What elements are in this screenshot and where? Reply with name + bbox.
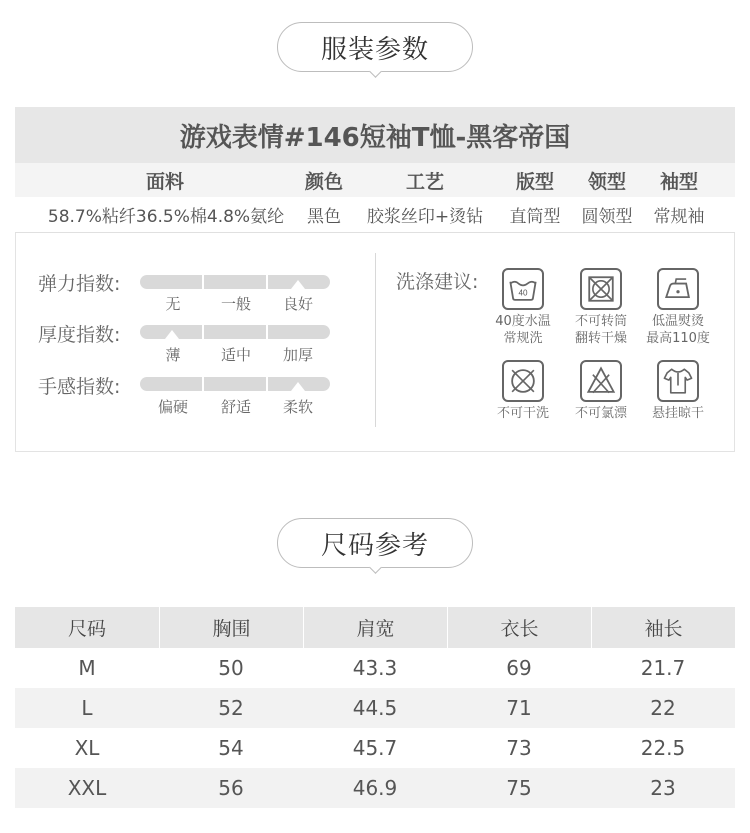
size-header-shoulder: 肩宽: [303, 607, 447, 648]
wash-40-text: [483, 313, 563, 347]
bar-separator: [202, 377, 204, 391]
size-cell: XXL: [67, 776, 107, 800]
thickness-level-medium: 适中: [220, 346, 251, 364]
header-collar: 领型: [587, 170, 626, 193]
value-sleeve: 常规袖: [653, 207, 705, 227]
length-cell: 71: [506, 696, 532, 720]
handfeel-level-comfortable: 舒适: [220, 398, 251, 416]
pill-notch: [369, 65, 382, 78]
length-cell: 73: [506, 736, 532, 760]
size-cell: XL: [74, 736, 100, 760]
header-sleeve: 袖型: [659, 170, 698, 193]
shoulder-cell: 44.5: [352, 696, 398, 720]
thickness-label: 厚度指数:: [38, 324, 121, 346]
spec-section-heading: [0, 22, 750, 72]
value-craft: 胶浆丝印+烫钻: [366, 207, 484, 227]
table-row: [15, 688, 735, 728]
size-title-pill: [277, 518, 473, 568]
header-color: 颜色: [304, 170, 343, 193]
divider: [375, 253, 376, 427]
washing-label: 洗涤建议:: [396, 271, 479, 293]
no-bleach-icon: [580, 360, 622, 402]
low-iron-text: [638, 313, 718, 347]
elasticity-level-none: 无: [165, 295, 181, 313]
thickness-level-thick: 加厚: [282, 346, 313, 364]
header-fabric: 面料: [145, 170, 184, 193]
size-header-length: 衣长: [447, 607, 591, 648]
shoulder-cell: 43.3: [352, 656, 398, 680]
thickness-marker: [165, 330, 179, 339]
fabric-info-box: [15, 233, 735, 452]
no-tumble-dry-line1: 不可转筒: [574, 314, 627, 329]
product-name: 游戏表情#146短袖T恤-黑客帝国: [15, 107, 735, 163]
low-iron-line2: 最高110度: [646, 331, 710, 346]
elasticity-marker: [291, 280, 305, 289]
elasticity-level-normal: 一般: [220, 295, 251, 313]
no-tumble-dry-text: [561, 313, 641, 347]
no-tumble-dry-line2: 翻转干燥: [574, 331, 627, 346]
length-cell: 75: [506, 776, 532, 800]
table-row: [15, 728, 735, 768]
bar-separator: [202, 275, 204, 289]
length-cell: 69: [506, 656, 532, 680]
bar-separator: [266, 275, 268, 289]
table-row: [15, 768, 735, 808]
spec-title-pill: [277, 22, 473, 72]
wash-temp-number: 40: [518, 288, 528, 298]
sleeve-cell: 23: [650, 776, 676, 800]
header-fit: 版型: [515, 170, 554, 193]
no-bleach-text: 不可氯漂: [574, 406, 627, 421]
no-tumble-dry-icon: [580, 268, 622, 310]
size-cell: L: [81, 696, 93, 720]
size-section-heading: [0, 518, 750, 568]
hang-dry-icon: [657, 360, 699, 402]
chest-cell: 54: [218, 736, 244, 760]
handfeel-marker: [291, 382, 305, 391]
value-color: 黑色: [307, 207, 341, 227]
no-dry-clean-icon: [502, 360, 544, 402]
handfeel-label: 手感指数:: [38, 376, 121, 398]
handfeel-level-hard: 偏硬: [157, 398, 188, 416]
low-iron-icon: [657, 268, 699, 310]
size-cell: M: [78, 656, 96, 680]
no-dry-clean-text: 不可干洗: [496, 406, 549, 421]
shoulder-cell: 46.9: [352, 776, 398, 800]
wash-40-icon: [502, 268, 544, 310]
elasticity-label: 弹力指数:: [38, 273, 121, 295]
hang-dry-text: 悬挂晾干: [651, 406, 704, 421]
size-table: [15, 607, 735, 808]
spec-title: 服装参数: [320, 34, 429, 65]
header-craft: 工艺: [405, 170, 444, 193]
thickness-level-thin: 薄: [165, 346, 181, 364]
table-row: [15, 648, 735, 688]
chest-cell: 50: [218, 656, 244, 680]
bar-separator: [266, 377, 268, 391]
size-header-row: [15, 607, 735, 648]
handfeel-bar: [140, 377, 330, 391]
elasticity-level-good: 良好: [282, 295, 313, 313]
value-fit: 直筒型: [509, 207, 561, 227]
size-title: 尺码参考: [320, 530, 429, 561]
chest-cell: 56: [218, 776, 244, 800]
low-iron-line1: 低温熨烫: [651, 314, 704, 329]
pill-notch: [369, 561, 382, 574]
size-header-size: 尺码: [67, 618, 106, 640]
sleeve-cell: 22: [650, 696, 676, 720]
size-header-chest: 胸围: [159, 607, 303, 648]
thickness-bar: [140, 325, 330, 339]
chest-cell: 52: [218, 696, 244, 720]
bar-separator: [202, 325, 204, 339]
shoulder-cell: 45.7: [352, 736, 398, 760]
value-fabric: 58.7%粘纤36.5%棉4.8%氨纶: [47, 207, 285, 227]
sleeve-cell: 21.7: [640, 656, 686, 680]
sleeve-cell: 22.5: [640, 736, 686, 760]
size-header-sleeve: 袖长: [591, 607, 735, 648]
elasticity-bar: [140, 275, 330, 289]
value-collar: 圆领型: [581, 207, 633, 227]
params-value-row: [15, 197, 735, 233]
product-params-table: [15, 107, 735, 233]
handfeel-level-soft: 柔软: [282, 398, 313, 416]
params-header-row: [15, 163, 735, 197]
wash-40-line1: 40度水温: [495, 314, 551, 329]
bar-separator: [266, 325, 268, 339]
wash-40-line2: 常规洗: [503, 331, 543, 346]
